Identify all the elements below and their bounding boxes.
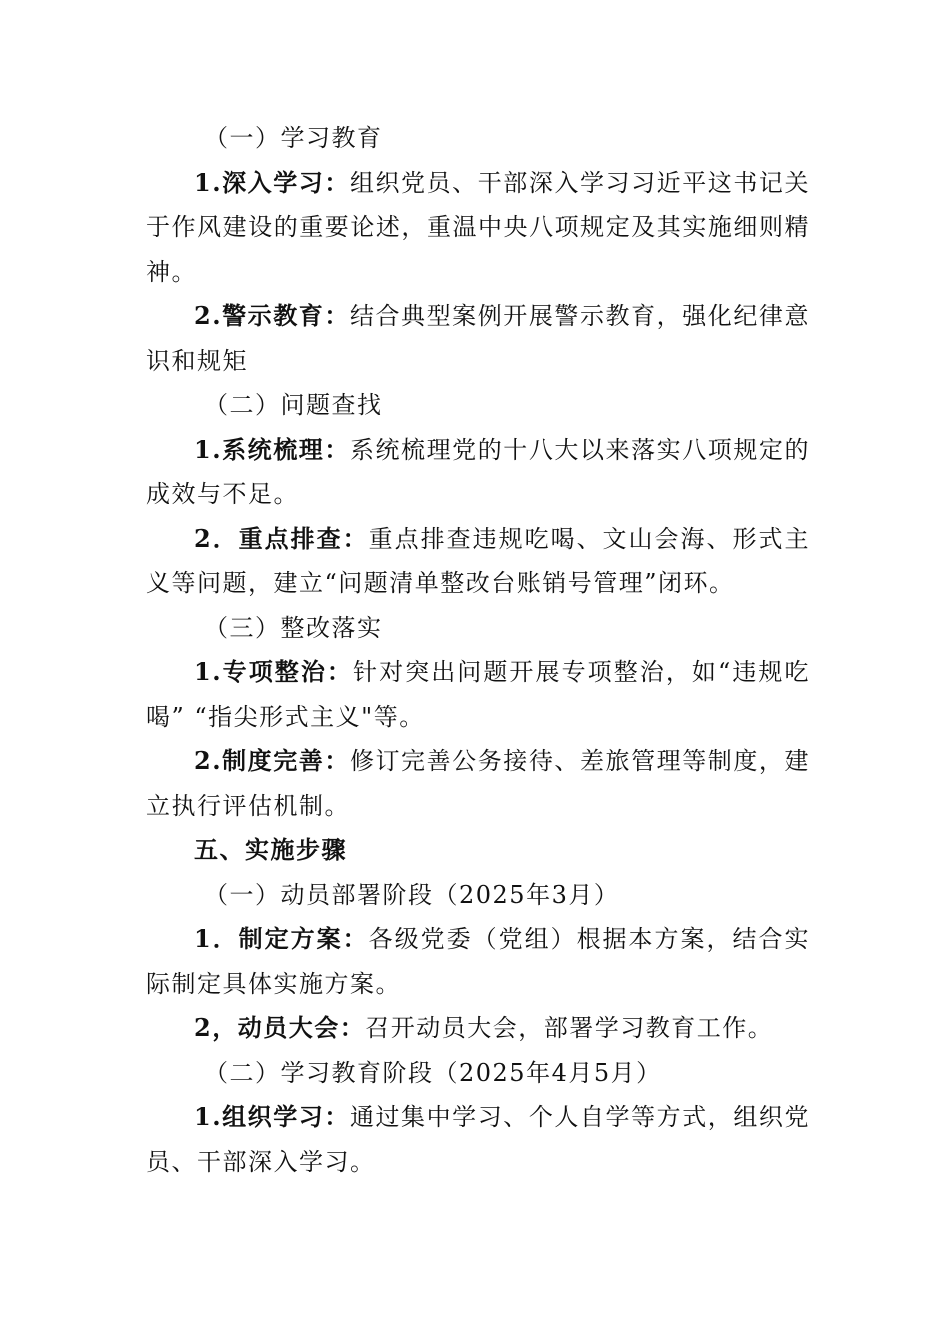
- section-heading-study-education: （一）学习教育: [204, 124, 383, 152]
- paragraph-text: 召开动员大会，部署学习教育工作。: [365, 1014, 774, 1042]
- paragraph-system-improvement: [146, 739, 810, 828]
- paragraph-lead: 2.制度完善：: [194, 746, 350, 775]
- paragraph-text: 针对突出问题开展专项整治，如“违规吃喝” “指尖形式主义"等。: [146, 658, 810, 731]
- paragraph-text: 结合典型案例开展警示教育，强化纪律意识和规矩: [146, 302, 810, 375]
- paragraph-formulate-plan: [146, 917, 810, 1006]
- paragraph-mobilization-meeting: [146, 1006, 810, 1051]
- paragraph-text: 重点排查违规吃喝、文山会海、形式主义等问题，建立“问题清单整改台账销号管理”闭环。: [146, 524, 810, 597]
- section-heading-study-phase: （二）学习教育阶段（2025年4月5月）: [204, 1058, 662, 1087]
- paragraph-lead: 1.系统梳理：: [194, 434, 350, 464]
- paragraph-key-inspection: [146, 517, 810, 606]
- paragraph-lead: 1.组织学习：: [194, 1102, 350, 1131]
- paragraph-lead: 1.深入学习：: [194, 167, 350, 197]
- paragraph-systematic-review: [146, 428, 810, 517]
- paragraph-organize-study: [146, 1095, 810, 1184]
- paragraph-warning-education: [146, 294, 810, 383]
- paragraph-lead: 2，动员大会：: [194, 1013, 366, 1042]
- paragraph-deep-study: [146, 161, 810, 295]
- section-heading-mobilization: （一）动员部署阶段（2025年3月）: [204, 880, 620, 909]
- document-body: [146, 116, 810, 1184]
- paragraph-text: 通过集中学习、个人自学等方式，组织党员、干部深入学习。: [146, 1103, 810, 1176]
- paragraph-special-rectification: [146, 650, 810, 739]
- paragraph-lead: 1.专项整治：: [194, 657, 353, 686]
- paragraph-text: 各级党委（党组）根据本方案，结合实际制定具体实施方案。: [146, 925, 810, 998]
- chapter-heading-implementation-steps: 五、实施步骤: [194, 835, 347, 864]
- paragraph-lead: 2.警示教育：: [194, 301, 350, 330]
- section-heading-rectification: （三）整改落实: [204, 613, 383, 642]
- paragraph-text: 组织党员、干部深入学习习近平这书记关于作风建设的重要论述，重温中央八项规定及其实施细则精神。: [146, 168, 810, 286]
- paragraph-lead: 1．制定方案：: [194, 924, 369, 953]
- paragraph-text: 修订完善公务接待、差旅管理等制度，建立执行评估机制。: [146, 747, 810, 820]
- paragraph-text: 系统梳理党的十八大以来落实八项规定的成效与不足。: [146, 435, 810, 508]
- paragraph-lead: 2．重点排查：: [194, 523, 369, 553]
- section-heading-problem-finding: （二）问题查找: [204, 391, 383, 419]
